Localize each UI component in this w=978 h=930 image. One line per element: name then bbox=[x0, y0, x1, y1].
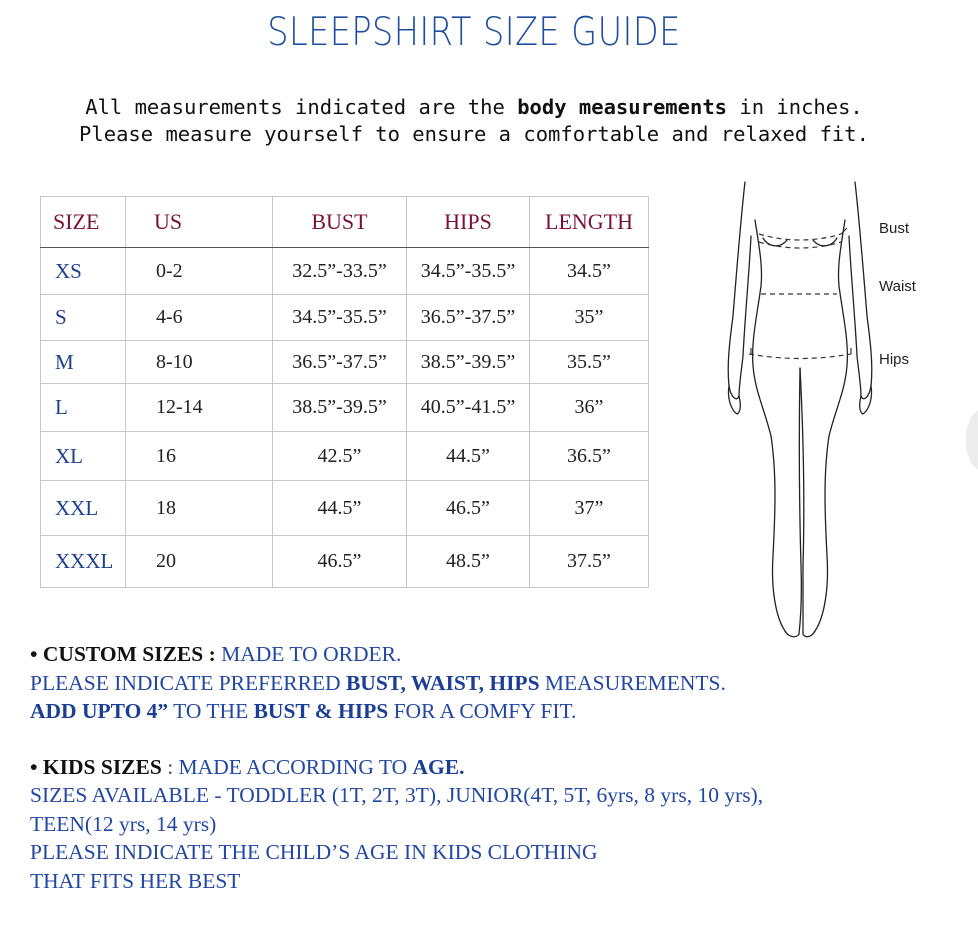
notes-section bbox=[30, 640, 950, 895]
bust-cell: 44.5” bbox=[273, 481, 407, 536]
body-outline-icon bbox=[715, 176, 945, 646]
header-bust: BUST bbox=[273, 197, 407, 248]
length-cell: 35.5” bbox=[530, 341, 649, 384]
length-cell: 37” bbox=[530, 481, 649, 536]
size-cell: M bbox=[41, 341, 126, 384]
kids-sizes-line-3: TEEN(12 yrs, 14 yrs) bbox=[30, 811, 217, 836]
body-measurement-figure bbox=[715, 176, 945, 651]
kids-sizes-line-4: PLEASE INDICATE THE CHILD’S AGE IN KIDS CLOTHING bbox=[30, 840, 598, 864]
bust-cell: 38.5”-39.5” bbox=[273, 384, 407, 432]
bust-label: Bust bbox=[879, 220, 910, 237]
hips-label: Hips bbox=[879, 351, 910, 368]
hips-cell: 46.5” bbox=[407, 481, 530, 536]
intro-emphasis: body measurements bbox=[517, 95, 728, 119]
size-cell: L bbox=[41, 384, 126, 432]
size-cell: XS bbox=[41, 248, 126, 295]
us-size-cell: 18 bbox=[126, 481, 273, 536]
hips-cell: 36.5”-37.5” bbox=[407, 295, 530, 341]
table-row bbox=[41, 384, 649, 432]
table-row bbox=[41, 295, 649, 341]
table-row bbox=[41, 536, 649, 588]
hips-cell: 48.5” bbox=[407, 536, 530, 588]
hips-cell: 40.5”-41.5” bbox=[407, 384, 530, 432]
length-cell: 35” bbox=[530, 295, 649, 341]
us-size-cell: 16 bbox=[126, 432, 273, 481]
kids-sizes-line-5: THAT FITS HER BEST bbox=[30, 868, 241, 893]
table-row bbox=[41, 248, 649, 295]
bust-cell: 32.5”-33.5” bbox=[273, 248, 407, 295]
us-size-cell: 4-6 bbox=[126, 295, 273, 341]
size-cell: XL bbox=[41, 432, 126, 481]
length-cell: 37.5” bbox=[530, 536, 649, 588]
header-us: US bbox=[126, 197, 273, 248]
size-cell: S bbox=[41, 295, 126, 341]
intro-line-1: All measurements indicated are the body measurements in inches. bbox=[85, 95, 863, 119]
length-cell: 36” bbox=[530, 384, 649, 432]
us-size-cell: 12-14 bbox=[126, 384, 273, 432]
size-cell: XXL bbox=[41, 481, 126, 536]
custom-sizes-line-2: PLEASE INDICATE PREFERRED BUST, WAIST, HIPS MEASUREMENTS. bbox=[30, 670, 726, 695]
page-title: SLEEPSHIRT SIZE GUIDE bbox=[267, 10, 681, 55]
size-cell: XXXL bbox=[41, 536, 126, 588]
intro-text bbox=[0, 94, 948, 148]
header-hips: HIPS bbox=[407, 197, 530, 248]
us-size-cell: 0-2 bbox=[126, 248, 273, 295]
edge-decoration bbox=[966, 410, 978, 470]
intro-line-2: Please measure yourself to ensure a comfortable and relaxed fit. bbox=[79, 122, 869, 146]
kids-sizes-line-2: SIZES AVAILABLE - TODDLER (1T, 2T, 3T), JUNIOR(4T, 5T, 6yrs, 8 yrs, 10 yrs), bbox=[30, 783, 764, 807]
us-size-cell: 8-10 bbox=[126, 341, 273, 384]
hips-cell: 44.5” bbox=[407, 432, 530, 481]
length-cell: 34.5” bbox=[530, 248, 649, 295]
kids-sizes-heading: • KIDS SIZES : MADE ACCORDING TO AGE. bbox=[30, 754, 465, 779]
header-size: SIZE bbox=[41, 197, 126, 248]
size-table-header bbox=[41, 197, 649, 248]
bust-cell: 42.5” bbox=[273, 432, 407, 481]
table-row bbox=[41, 432, 649, 481]
us-size-cell: 20 bbox=[126, 536, 273, 588]
length-cell: 36.5” bbox=[530, 432, 649, 481]
waist-label: Waist bbox=[879, 278, 916, 295]
table-row bbox=[41, 341, 649, 384]
custom-sizes-line-3: ADD UPTO 4” TO THE BUST & HIPS FOR A COMFY FIT. bbox=[30, 699, 577, 723]
bust-cell: 46.5” bbox=[273, 536, 407, 588]
bust-cell: 34.5”-35.5” bbox=[273, 295, 407, 341]
bust-cell: 36.5”-37.5” bbox=[273, 341, 407, 384]
size-table bbox=[40, 196, 649, 588]
table-row bbox=[41, 481, 649, 536]
hips-cell: 38.5”-39.5” bbox=[407, 341, 530, 384]
hips-cell: 34.5”-35.5” bbox=[407, 248, 530, 295]
custom-sizes-heading: • CUSTOM SIZES : MADE TO ORDER. bbox=[30, 642, 402, 666]
header-length: LENGTH bbox=[530, 197, 649, 248]
